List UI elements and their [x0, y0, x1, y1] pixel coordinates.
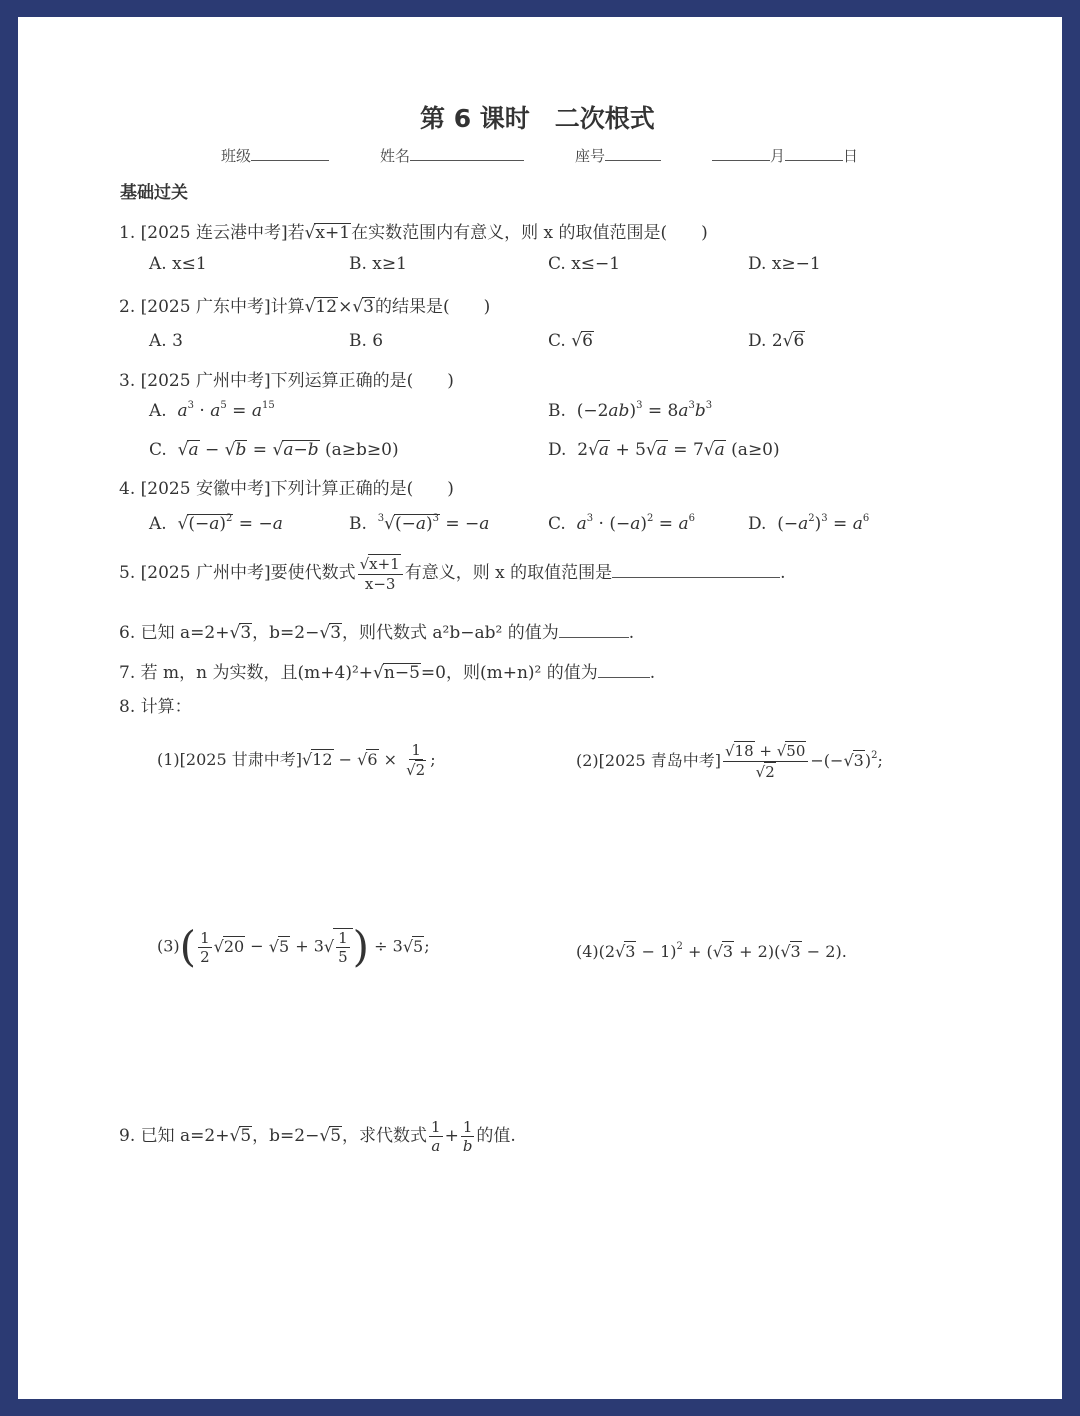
q3-option-a-label: A.	[149, 401, 167, 421]
name-blank[interactable]	[410, 146, 524, 161]
seat-field	[575, 145, 661, 166]
q9-text-d: 的值.	[476, 1126, 516, 1146]
q3-option-a: A. $a^3 \cdot a^5 = a^{15}$	[149, 400, 275, 421]
q5-tail: 有意义，则 x 的取值范围是	[404, 563, 613, 583]
q6-radicand-2: 3	[330, 623, 342, 643]
q5-numerator: x+1	[369, 555, 400, 573]
question-5: 5. [2025 广州中考]要使代数式 $\frac{√x+1}{x-3}$ 有意义，则 x 的取值范围是 .	[119, 555, 786, 593]
q2-source: [2025 广东中考]	[140, 297, 271, 317]
q2-option-c-radicand: 6	[582, 331, 593, 351]
question-1	[119, 218, 708, 243]
q2-radicand-b: 3	[363, 297, 374, 317]
q2-option-a: A. 3	[149, 331, 183, 351]
q3-option-b-label: B.	[548, 401, 566, 421]
date-field	[712, 145, 858, 166]
q5-number: 5.	[119, 563, 136, 583]
day-label: 日	[843, 147, 859, 165]
month-label: 月	[770, 147, 786, 165]
q3-option-d-label: D.	[548, 440, 567, 460]
q3-option-d-condition: (a≥0)	[731, 440, 780, 460]
name-field	[380, 145, 524, 166]
q8-p1-source: [2025 甘肃中考]	[179, 750, 302, 769]
q6-text-b: ，b=2−	[252, 623, 320, 643]
q3-number: 3.	[119, 371, 136, 391]
radical-sign: √	[304, 223, 316, 243]
q4-option-d-label: D.	[748, 514, 767, 534]
q8-p2-label: (2)	[576, 751, 599, 770]
question-4	[119, 474, 454, 499]
q5-fraction: $\frac{√x+1}{x-3}$	[358, 554, 403, 593]
q2-number: 2.	[119, 297, 136, 317]
q1-option-b: B. x≥1	[349, 254, 407, 274]
q4-option-b-label: B.	[349, 514, 367, 534]
page-tab-marker	[525, 1393, 555, 1399]
q3-option-c-label: C.	[149, 440, 167, 460]
q5-source: [2025 广州中考]	[140, 563, 271, 583]
q7-text-b: =0，则(m+n)² 的值为	[420, 663, 598, 683]
q9-radicand-2: 5	[330, 1126, 342, 1146]
q3-option-c: C. √a − √b = √a−b (a≥b≥0)	[149, 440, 399, 460]
q8-part-2: (2)[2025 青岛中考] $\frac{√18 + √50}{√2}$ $-(-√3)^2$;	[576, 742, 883, 781]
q2-times: ×	[338, 297, 353, 317]
q4-option-a-label: A.	[149, 514, 167, 534]
q4-option-b: B. $^3√(-a)^3 = -a$	[349, 513, 490, 534]
question-6: 6. 已知 a=2+√3，b=2−√3，则代数式 a²b−ab² 的值为 .	[119, 623, 635, 643]
q3-option-d: D. 2√a + 5√a = 7√a (a≥0)	[548, 440, 780, 460]
q7-text-a: 若 m，n 为实数，且(m+4)²+	[140, 663, 374, 683]
class-field	[221, 145, 329, 166]
question-3	[119, 366, 454, 391]
q7-number: 7.	[119, 663, 136, 683]
q2-option-d-label: D. 2	[748, 331, 783, 351]
month-blank[interactable]	[712, 146, 770, 161]
q4-option-d: D. $(-a^2)^3 = a^6$	[748, 513, 870, 534]
q8-p2-source: [2025 青岛中考]	[598, 751, 721, 770]
q4-option-a: A. $√(-a)^2 = -a$	[149, 513, 283, 534]
q9-number: 9.	[119, 1126, 136, 1146]
q8-number: 8.	[119, 697, 136, 717]
q2-option-b: B. 6	[349, 331, 384, 351]
q8-part-1: (1)[2025 甘肃中考]√12 − √6 × $\frac{1}{√2}$ ;	[157, 741, 436, 779]
question-9: 9. 已知 a=2+√5，b=2−√5，求代数式 $\frac{1}{a}$ + $\frac{1}{b}$ 的值.	[119, 1118, 516, 1155]
seat-label: 座号	[575, 147, 606, 165]
day-blank[interactable]	[785, 146, 843, 161]
class-label: 班级	[221, 147, 252, 165]
q4-number: 4.	[119, 479, 136, 499]
q7-answer-blank[interactable]	[598, 663, 650, 678]
q6-answer-blank[interactable]	[559, 623, 629, 638]
q3-option-b: B. $(-2ab)^3 = 8a^3b^3$	[548, 400, 713, 421]
q8-stem: 计算：	[140, 697, 192, 717]
q2-radicand-a: 12	[315, 297, 338, 317]
q2-lead: 计算	[270, 297, 305, 317]
q1-tail: 在实数范围内有意义，则 x 的取值范围是( )	[351, 223, 708, 243]
q3-stem: 下列运算正确的是( )	[270, 371, 454, 391]
q5-lead: 要使代数式	[270, 563, 356, 583]
q8-p4-label: (4)	[576, 942, 599, 961]
q1-option-d: D. x≥−1	[748, 254, 821, 274]
q8-part-3: (3)( $\frac{1}{2}$ √20 − √5 + 3√ $\frac{1}{5}$ ) ÷ 3√5;	[157, 922, 430, 971]
question-8	[119, 692, 192, 717]
q9-radicand-1: 5	[240, 1126, 252, 1146]
q8-p3-label: (3)	[157, 936, 180, 956]
q6-text-c: ，则代数式 a²b−ab² 的值为	[342, 623, 559, 643]
q1-option-c: C. x≤−1	[548, 254, 621, 274]
q2-option-c-label: C.	[548, 331, 566, 351]
q1-option-a: A. x≤1	[149, 254, 207, 274]
q9-text-c: ，求代数式	[342, 1126, 428, 1146]
page-title: 第 6 课时 二次根式	[420, 104, 655, 133]
q7-radicand: n−5	[383, 663, 420, 683]
q9-text-b: ，b=2−	[252, 1126, 320, 1146]
q3-source: [2025 广州中考]	[140, 371, 271, 391]
class-blank[interactable]	[251, 146, 329, 161]
section-title: 基础过关	[120, 183, 188, 203]
q8-p1-label: (1)	[157, 750, 180, 769]
q3-option-c-condition: (a≥b≥0)	[325, 440, 399, 460]
q6-number: 6.	[119, 623, 136, 643]
q6-text-a: 已知 a=2+	[140, 623, 230, 643]
q4-option-c: C. $a^3 \cdot (-a)^2 = a^6$	[548, 513, 695, 534]
q5-denominator: x−3	[364, 575, 396, 593]
q5-answer-blank[interactable]	[612, 563, 780, 578]
name-label: 姓名	[380, 147, 411, 165]
q4-option-c-label: C.	[548, 514, 566, 534]
q1-source: [2025 连云港中考]	[140, 223, 288, 243]
q6-radicand-1: 3	[240, 623, 252, 643]
q8-part-4: $(4)(2√3 - 1)^2 + (√3 + 2)(√3 - 2)$.	[576, 941, 847, 961]
q1-lead: 若	[287, 223, 305, 243]
worksheet-page	[18, 17, 1062, 1399]
q1-radicand: x+1	[315, 223, 351, 243]
q2-option-d: D. 2√6	[748, 331, 805, 351]
q2-option-c: C. √6	[548, 331, 593, 351]
q4-stem: 下列计算正确的是( )	[270, 479, 454, 499]
seat-blank[interactable]	[605, 146, 661, 161]
q2-option-d-radicand: 6	[793, 331, 805, 351]
question-2: 2. [2025 广东中考]计算√12×√3的结果是( )	[119, 297, 491, 317]
question-7: 7. 若 m，n 为实数，且(m+4)²+√n−5=0，则(m+n)² 的值为 .	[119, 663, 656, 683]
q2-tail: 的结果是( )	[374, 297, 491, 317]
q9-text-a: 已知 a=2+	[140, 1126, 230, 1146]
q1-number: 1.	[119, 223, 136, 243]
q4-source: [2025 安徽中考]	[140, 479, 271, 499]
